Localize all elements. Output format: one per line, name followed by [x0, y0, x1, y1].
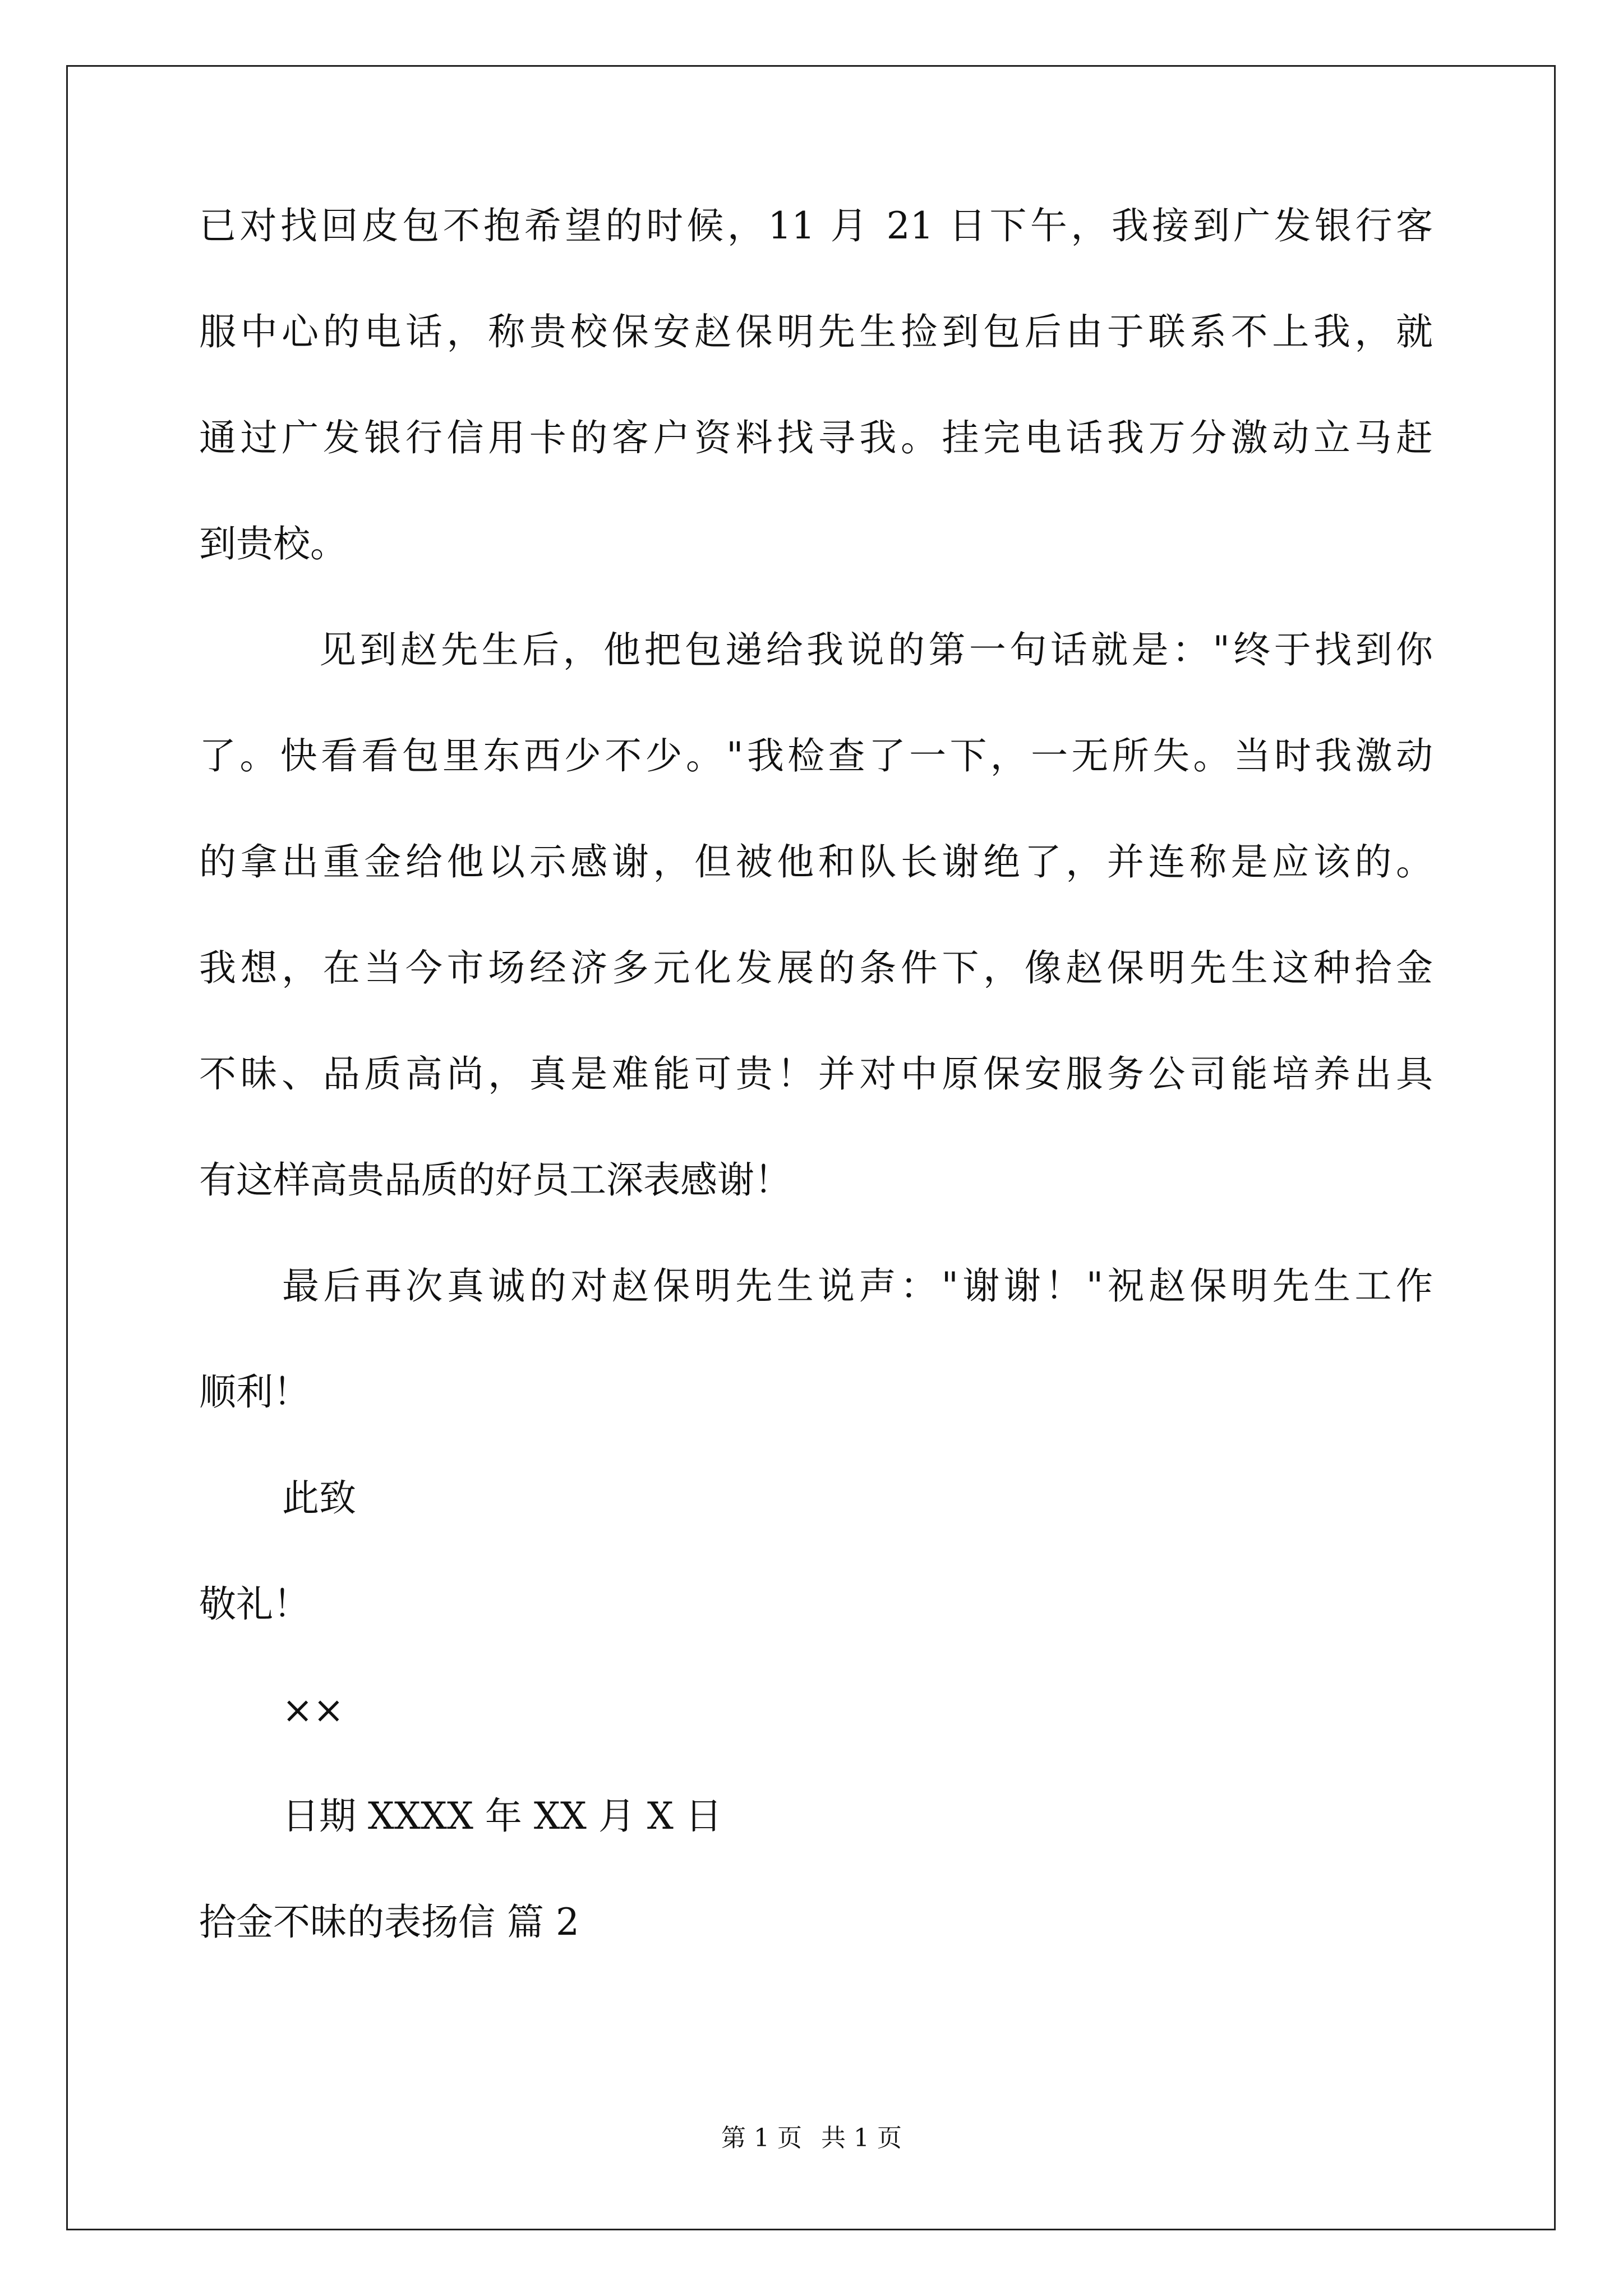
- closing-regards: 敬礼！: [199, 1582, 310, 1626]
- page-number-current: 第 1 页: [721, 2124, 802, 2152]
- signature: ××: [282, 1688, 344, 1732]
- body-line: 了。快看看包里东西少不少。"我检查了一下，一无所失。当时我激动: [199, 734, 1433, 777]
- body-line: 已对找回皮包不抱希望的时候，11 月 21 日下午，我接到广发银行客: [199, 204, 1433, 247]
- section-heading: 拾金不昧的表扬信 篇 2: [199, 1901, 579, 1944]
- document-body: [199, 204, 1433, 2010]
- date-line: 日期 XXXX 年 XX 月 X 日: [282, 1795, 722, 1838]
- body-line: 我想，在当今市场经济多元化发展的条件下，像赵保明先生这种拾金: [199, 946, 1433, 990]
- body-line: 最后再次真诚的对赵保明先生说声："谢谢！"祝赵保明先生工作: [282, 1264, 1433, 1308]
- body-line: 顺利！: [199, 1370, 310, 1414]
- body-line: 到贵校。: [199, 522, 347, 565]
- body-line: 的拿出重金给他以示感谢，但被他和队长谢绝了，并连称是应该的。: [199, 840, 1433, 884]
- page-footer: [0, 2126, 1623, 2151]
- body-line: 通过广发银行信用卡的客户资料找寻我。挂完电话我万分激动立马赶: [199, 416, 1433, 459]
- body-line: 不昧、品质高尚，真是难能可贵！并对中原保安服务公司能培养出具: [199, 1052, 1433, 1096]
- body-line: 服中心的电话，称贵校保安赵保明先生捡到包后由于联系不上我，就: [199, 310, 1433, 353]
- closing-salutation: 此致: [282, 1476, 356, 1520]
- page-number-total: 共 1 页: [821, 2124, 902, 2152]
- body-line: 有这样高贵品质的好员工深表感谢！: [199, 1158, 791, 1202]
- body-line: 见到赵先生后，他把包递给我说的第一句话就是："终于找到你: [319, 628, 1433, 671]
